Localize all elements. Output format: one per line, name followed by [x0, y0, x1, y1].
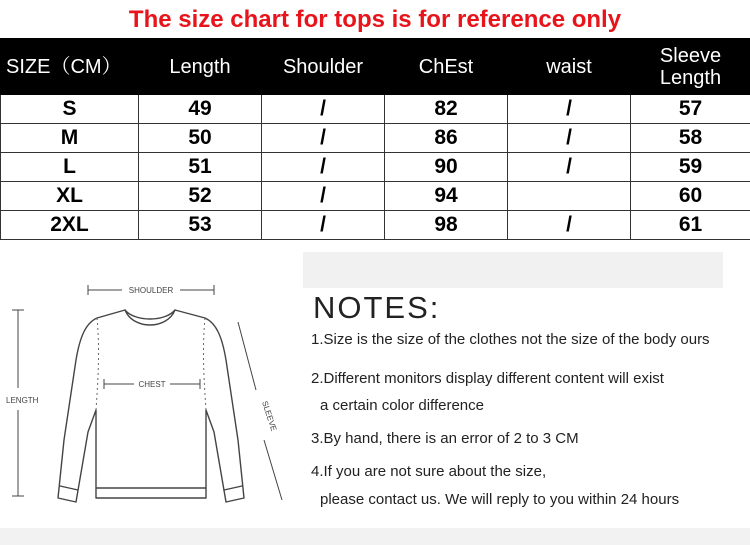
table-header-row [1, 39, 750, 95]
note-3: 3.By hand, there is an error of 2 to 3 CM [311, 430, 579, 447]
page-title: The size chart for tops is for reference only [128, 6, 622, 33]
length-label: LENGTH [6, 396, 39, 405]
header-waist: waist [508, 39, 631, 95]
table-cell: 57 [631, 95, 750, 124]
table-row [1, 211, 750, 240]
header-length: Length [139, 39, 262, 95]
table-cell: XL [1, 182, 139, 211]
table-cell: / [508, 211, 631, 240]
table-row [1, 153, 750, 182]
note-4-continued: please contact us. We will reply to you within 24 hours [320, 491, 680, 508]
note-2: 2.Different monitors display different content will exist [311, 370, 664, 387]
table-cell: 52 [139, 182, 262, 211]
footer-band [0, 528, 750, 545]
table-cell: / [262, 211, 385, 240]
header-sleeve-length: Sleeve Length [631, 39, 750, 95]
table-cell: 59 [631, 153, 750, 182]
table-cell: 86 [385, 124, 508, 153]
notes-heading: NOTES: [313, 290, 441, 325]
table-row [1, 182, 750, 211]
table-cell: 50 [139, 124, 262, 153]
sweatshirt-outline-icon [0, 260, 300, 545]
table-cell: 58 [631, 124, 750, 153]
header-chest: ChEst [385, 39, 508, 95]
chest-label: CHEST [138, 380, 166, 389]
table-cell: 61 [631, 211, 750, 240]
notes-header-background [303, 252, 723, 288]
table-cell: / [262, 95, 385, 124]
table-cell: 51 [139, 153, 262, 182]
note-4: 4.If you are not sure about the size, [311, 463, 547, 480]
header-size: SIZE（CM） [1, 39, 139, 95]
table-cell: 49 [139, 95, 262, 124]
note-1: 1.Size is the size of the clothes not the size of the body ours [311, 331, 710, 348]
table-row [1, 95, 750, 124]
table-cell: S [1, 95, 139, 124]
table-cell: M [1, 124, 139, 153]
table-cell: 53 [139, 211, 262, 240]
table-cell: 98 [385, 211, 508, 240]
table-cell: 82 [385, 95, 508, 124]
note-2-continued: a certain color difference [320, 397, 484, 414]
table-cell [508, 182, 631, 211]
table-cell: L [1, 153, 139, 182]
table-cell: / [508, 95, 631, 124]
table-cell: / [508, 153, 631, 182]
shoulder-label: SHOULDER [128, 286, 174, 295]
table-cell: 2XL [1, 211, 139, 240]
table-cell: 90 [385, 153, 508, 182]
sleeve-label: SLEEVE [260, 399, 279, 433]
header-shoulder: Shoulder [262, 39, 385, 95]
table-cell: 94 [385, 182, 508, 211]
table-cell: / [262, 124, 385, 153]
table-cell: / [508, 124, 631, 153]
table-row [1, 124, 750, 153]
table-cell: / [262, 153, 385, 182]
table-cell: 60 [631, 182, 750, 211]
table-cell: / [262, 182, 385, 211]
size-chart-table [0, 38, 750, 240]
